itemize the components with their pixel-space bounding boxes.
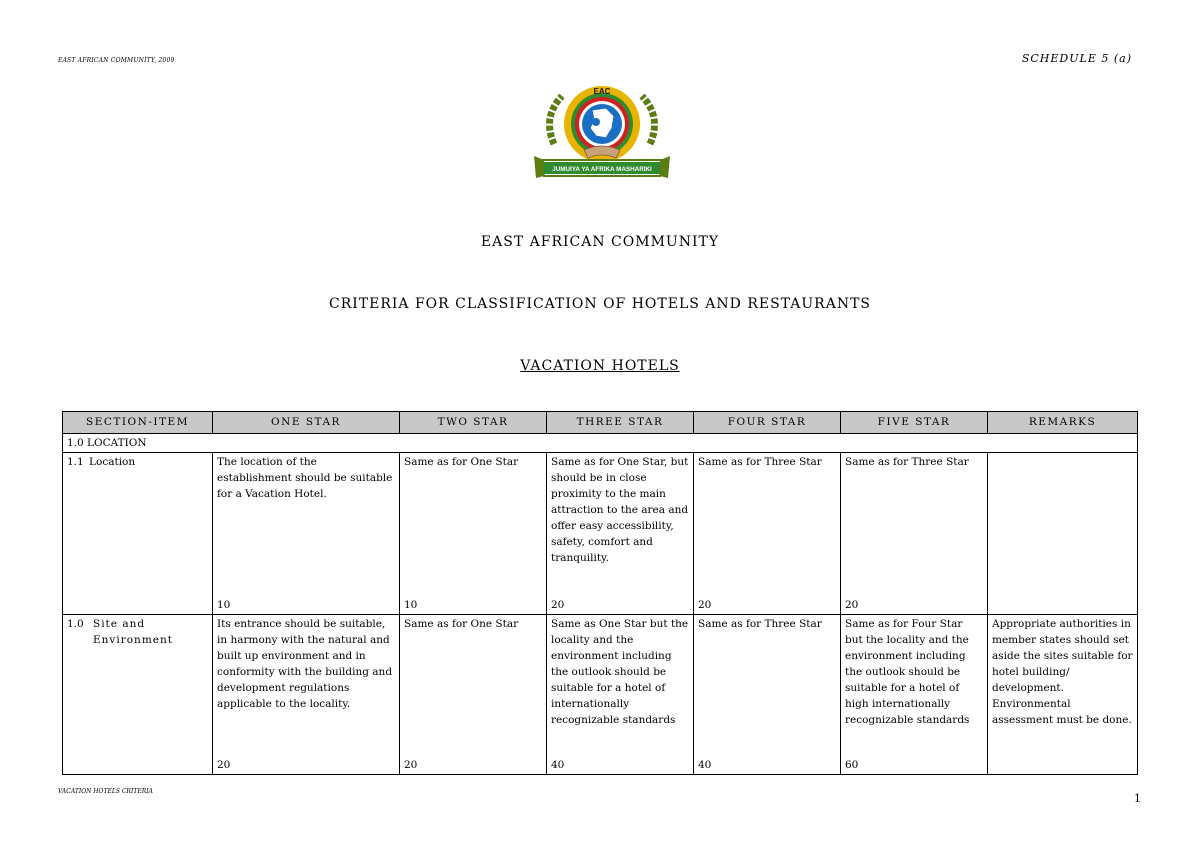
logo-banner-text: JUMUIYA YA AFRIKA MASHARIKI	[552, 166, 652, 173]
item-name: Site and Environment	[93, 618, 173, 646]
score-value: 20	[845, 599, 859, 611]
table-header-row	[63, 412, 1138, 434]
score-value: 20	[551, 599, 565, 611]
header-four-star: FOUR STAR	[694, 412, 841, 434]
three-star-cell	[547, 453, 694, 615]
criteria-text: Same as for One Star	[404, 456, 519, 468]
schedule-label: SCHEDULE 5 (a)	[1021, 52, 1132, 65]
criteria-table	[62, 411, 1138, 775]
one-star-cell	[213, 453, 400, 615]
header-five-star: FIVE STAR	[841, 412, 988, 434]
criteria-text: Same as for One Star	[404, 618, 519, 630]
item-cell	[63, 615, 213, 775]
header-two-star: TWO STAR	[400, 412, 547, 434]
criteria-text: Same as for Three Star	[698, 456, 822, 468]
header-three-star: THREE STAR	[547, 412, 694, 434]
section-heading: VACATION HOTELS	[520, 358, 680, 374]
criteria-text: Same as for Three Star	[698, 618, 822, 630]
header-left-text: EAST AFRICAN COMMUNITY, 2009	[58, 57, 175, 64]
score-value: 20	[404, 759, 418, 771]
table-row	[63, 453, 1138, 615]
score-value: 20	[217, 759, 231, 771]
eac-logo	[532, 82, 672, 190]
eac-logo-wordmark	[594, 87, 611, 96]
section-title: 1.0 LOCATION	[63, 434, 1138, 453]
footer-left-text: VACATION HOTELS CRITERIA	[58, 788, 153, 795]
two-star-cell	[400, 453, 547, 615]
header-remarks: REMARKS	[988, 412, 1138, 434]
item-number: 1.0	[67, 618, 84, 630]
four-star-cell	[694, 453, 841, 615]
one-star-cell	[213, 615, 400, 775]
remarks-text: Appropriate authorities in member states should set aside the sites suitable for hotel building/ development. Environmental assessment must be done.	[992, 618, 1133, 726]
three-star-cell	[547, 615, 694, 775]
header-section-item: SECTION-ITEM	[63, 412, 213, 434]
organization-title: EAST AFRICAN COMMUNITY	[480, 234, 720, 250]
item-name: Location	[89, 456, 136, 468]
section-row	[63, 434, 1138, 453]
table-row	[63, 615, 1138, 775]
item-number: 1.1	[67, 456, 84, 468]
document-title: CRITERIA FOR CLASSIFICATION OF HOTELS AND RESTAURANTS	[328, 296, 871, 312]
score-value: 10	[404, 599, 418, 611]
score-value: 10	[217, 599, 231, 611]
criteria-text: Same as for One Star, but should be in close proximity to the main attraction to the area and offer easy accessibility, safety, comfort and tranquility.	[551, 456, 689, 564]
remarks-cell	[988, 453, 1138, 615]
criteria-text: Same as for Three Star	[845, 456, 969, 468]
five-star-cell	[841, 615, 988, 775]
remarks-cell	[988, 615, 1138, 775]
criteria-text: The location of the establishment should be suitable for a Vacation Hotel.	[217, 456, 393, 500]
item-cell	[63, 453, 213, 615]
header-one-star: ONE STAR	[213, 412, 400, 434]
score-value: 20	[698, 599, 712, 611]
criteria-text: Its entrance should be suitable, in harmony with the natural and built up environment and in conformity with the building and development regulations applicable to the locality.	[217, 618, 393, 710]
criteria-text: Same as for Four Star but the locality and the environment including the outlook should be suitable for a hotel of high internationally recognizable standards	[845, 618, 970, 726]
score-value: 40	[698, 759, 712, 771]
four-star-cell	[694, 615, 841, 775]
page-number: 1	[1134, 792, 1141, 805]
score-value: 40	[551, 759, 565, 771]
criteria-text: Same as One Star but the locality and the environment including the outlook should be suitable for a hotel of internationally recognizable standards	[551, 618, 689, 726]
svg-text:EAC: EAC	[593, 87, 611, 96]
five-star-cell	[841, 453, 988, 615]
score-value: 60	[845, 759, 859, 771]
two-star-cell	[400, 615, 547, 775]
